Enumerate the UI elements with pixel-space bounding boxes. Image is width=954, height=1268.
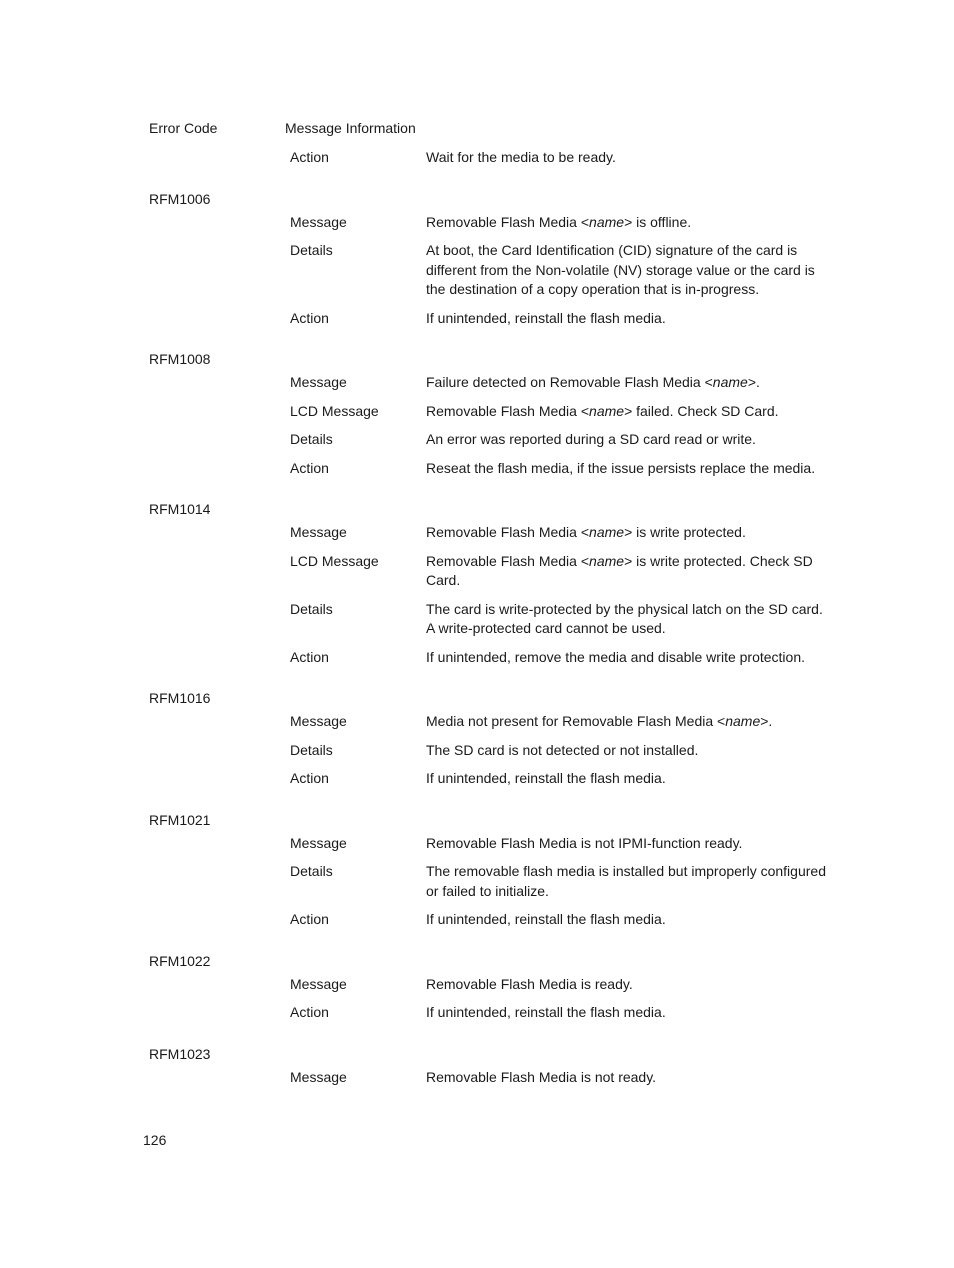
error-entry <box>149 811 849 930</box>
info-row <box>149 648 849 668</box>
row-value: If unintended, reinstall the flash media. <box>426 1004 666 1020</box>
error-code: RFM1022 <box>149 952 211 969</box>
info-row <box>149 834 849 854</box>
row-label: Details <box>290 600 333 617</box>
info-row <box>149 1068 849 1088</box>
row-label: Message <box>290 213 347 230</box>
message-information-heading: Message Information <box>285 120 416 136</box>
error-entry <box>149 350 849 478</box>
error-code: RFM1016 <box>149 690 211 706</box>
error-code-table <box>149 148 849 1096</box>
row-value: If unintended, reinstall the flash media. <box>426 911 666 927</box>
row-value: If unintended, reinstall the flash media. <box>426 309 666 326</box>
row-label: Action <box>290 1004 329 1020</box>
info-row <box>149 1003 849 1023</box>
info-row <box>149 373 849 393</box>
row-label: Message <box>290 374 347 390</box>
info-row <box>149 769 849 789</box>
info-row <box>149 213 849 233</box>
row-value: Failure detected on Removable Flash Media <name>. <box>426 374 760 390</box>
info-row <box>149 552 849 591</box>
error-entry <box>149 500 849 667</box>
error-entry <box>149 1045 849 1088</box>
info-row <box>149 148 849 168</box>
row-label: Message <box>290 524 347 540</box>
row-value: An error was reported during a SD card read or write. <box>426 431 756 447</box>
row-value: Removable Flash Media <name> failed. Check SD Card. <box>426 402 779 419</box>
row-value: If unintended, reinstall the flash media. <box>426 770 666 786</box>
error-entry <box>149 689 849 789</box>
row-label: Action <box>290 309 329 326</box>
error-code: RFM1023 <box>149 1045 211 1062</box>
error-entry <box>149 148 849 168</box>
info-row <box>149 862 849 901</box>
row-value: Removable Flash Media <name> is offline. <box>426 213 692 230</box>
error-entry <box>149 190 849 329</box>
row-value: Removable Flash Media is not ready. <box>426 1068 657 1085</box>
info-row <box>149 975 849 995</box>
info-row <box>149 741 849 761</box>
error-code: RFM1008 <box>149 351 211 367</box>
row-label: Details <box>290 431 333 447</box>
error-code: RFM1014 <box>149 501 211 517</box>
error-code: RFM1006 <box>149 190 211 207</box>
info-row <box>149 241 849 300</box>
row-label: Action <box>290 648 329 665</box>
info-row <box>149 523 849 543</box>
row-value: Removable Flash Media is ready. <box>426 975 633 992</box>
row-label: LCD Message <box>290 552 379 569</box>
row-label: Details <box>290 242 333 258</box>
row-label: Message <box>290 834 347 851</box>
info-row <box>149 910 849 930</box>
info-row <box>149 402 849 422</box>
page-number: 126 <box>143 1132 167 1148</box>
row-value: Removable Flash Media <name> is write protected. Check SD Card. <box>426 552 813 588</box>
row-label: Action <box>290 911 329 927</box>
row-value: Wait for the media to be ready. <box>426 149 616 165</box>
info-row <box>149 430 849 450</box>
row-label: Details <box>290 863 333 879</box>
row-value: The SD card is not detected or not installed. <box>426 741 699 758</box>
row-label: Message <box>290 1068 347 1085</box>
row-value: At boot, the Card Identification (CID) signature of the card is different from the Non-volatile (NV) storage value or the card is the destination of a copy operation that is in-progress. <box>426 242 815 297</box>
row-value: Removable Flash Media is not IPMI-function ready. <box>426 834 743 851</box>
row-label: Action <box>290 459 329 476</box>
table-header <box>149 119 849 139</box>
row-label: Details <box>290 741 333 758</box>
row-label: Message <box>290 713 347 729</box>
info-row <box>149 459 849 479</box>
row-value: The card is write-protected by the physical latch on the SD card. A write-protected card cannot be used. <box>426 600 823 636</box>
row-value: If unintended, remove the media and disable write protection. <box>426 648 806 665</box>
row-label: Action <box>290 149 329 165</box>
row-value: Reseat the flash media, if the issue persists replace the media. <box>426 459 816 476</box>
row-value: The removable flash media is installed but improperly configured or failed to initialize. <box>426 863 826 899</box>
row-value: Removable Flash Media <name> is write protected. <box>426 524 746 540</box>
row-label: Action <box>290 770 329 786</box>
row-label: LCD Message <box>290 402 379 419</box>
error-entry <box>149 952 849 1023</box>
info-row <box>149 712 849 732</box>
error-code: RFM1021 <box>149 811 211 828</box>
row-label: Message <box>290 975 347 992</box>
row-value: Media not present for Removable Flash Media <name>. <box>426 713 773 729</box>
info-row <box>149 600 849 639</box>
error-code-heading: Error Code <box>149 120 218 136</box>
info-row <box>149 309 849 329</box>
